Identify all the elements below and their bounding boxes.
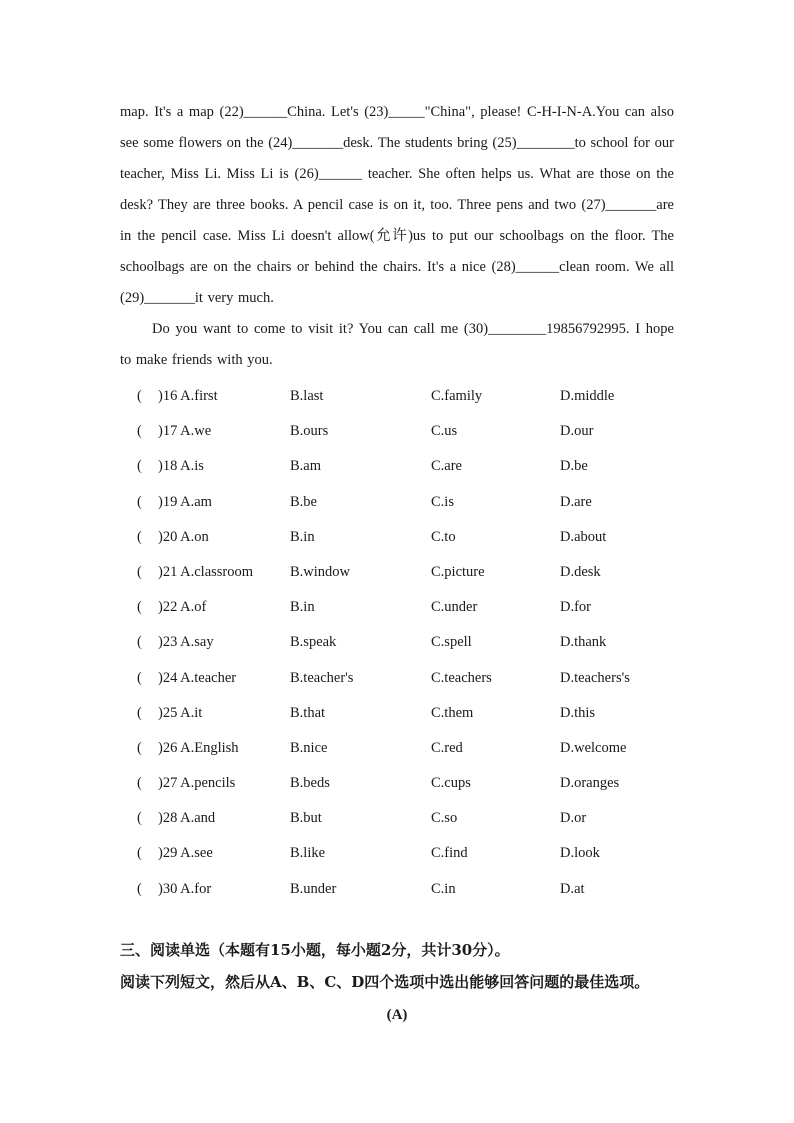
option-a: )22 A.of (158, 599, 207, 616)
section-instruction: 阅读下列短文，然后从A、B、C、D四个选项中选出能够回答问题的最佳选项。 (120, 973, 650, 991)
option-d: D.oranges (560, 775, 620, 792)
answer-bracket: ( (137, 458, 142, 475)
option-b: B.window (290, 563, 351, 580)
option-b: B.that (290, 704, 326, 721)
option-a: )29 A.see (158, 845, 213, 862)
option-a: )17 A.we (158, 423, 212, 440)
question-row (137, 625, 697, 660)
option-b: B.teacher's (290, 669, 354, 686)
question-row (137, 590, 697, 625)
option-d: D.at (560, 880, 585, 897)
option-b: B.but (290, 810, 322, 827)
option-d: D.desk (560, 563, 601, 580)
option-d: D.thank (560, 634, 607, 651)
option-a: )27 A.pencils (158, 775, 236, 792)
option-c: C.family (431, 388, 483, 404)
answer-bracket: ( (137, 528, 142, 545)
answer-bracket: ( (137, 634, 142, 651)
question-row (137, 520, 697, 555)
question-row (137, 731, 697, 766)
option-a: )23 A.say (158, 634, 214, 651)
option-d: D.teachers's (560, 669, 630, 686)
option-d: D.be (560, 458, 588, 475)
option-a: )20 A.on (158, 528, 209, 545)
option-b: B.speak (290, 634, 337, 651)
option-a: )25 A.it (158, 704, 203, 721)
question-row (137, 766, 697, 801)
option-a: )21 A.classroom (158, 563, 254, 580)
section-title: 三、阅读单选（本题有15小题，每小题2分，共计30分）。 (120, 941, 510, 959)
answer-bracket: ( (137, 388, 142, 404)
answer-bracket: ( (137, 845, 142, 862)
question-row (137, 555, 697, 590)
option-b: B.beds (290, 775, 330, 792)
question-row (137, 696, 697, 731)
option-a: )16 A.first (158, 388, 218, 404)
option-b: B.last (290, 388, 324, 404)
question-row (137, 414, 697, 449)
answer-bracket: ( (137, 423, 142, 440)
option-b: B.in (290, 599, 315, 616)
option-c: C.so (431, 810, 458, 827)
option-b: B.under (290, 880, 337, 897)
option-a: )28 A.and (158, 810, 216, 827)
answer-bracket: ( (137, 669, 142, 686)
option-d: D.or (560, 810, 587, 827)
option-a: )24 A.teacher (158, 669, 237, 686)
answer-bracket: ( (137, 810, 142, 827)
option-b: B.ours (290, 423, 329, 440)
option-d: D.about (560, 528, 607, 545)
option-a: )19 A.am (158, 493, 212, 510)
option-a: )30 A.for (158, 880, 212, 897)
question-row (137, 801, 697, 836)
question-row (137, 872, 697, 907)
answer-bracket: ( (137, 880, 142, 897)
option-b: B.like (290, 845, 326, 862)
option-c: C.in (431, 880, 456, 897)
cloze-passage (120, 97, 674, 376)
option-d: D.look (560, 845, 600, 862)
answer-bracket: ( (137, 704, 142, 721)
option-c: C.red (431, 739, 463, 756)
answer-bracket: ( (137, 493, 142, 510)
option-d: D.our (560, 423, 594, 440)
option-c: C.to (431, 528, 456, 545)
passage-paragraph-1: map. It's a map (22)______China. Let's (23)_____"China", please! C-H-I-N-A.You can also see some flowers on the (24)_______desk. The students bring (25)________to school for our teacher, Miss Li. Miss Li is (26)______ teacher. She often helps us. What are those on the desk? They are three books. A pencil case is on it, too. Three pens and two (27)_______are in the pencil case. Miss Li doesn't allow(允许)us to put our schoolbags on the floor. The schoolbags are on the chairs or behind the chairs. It's a nice (28)______clean room. We all (29)_______it very much. (120, 104, 674, 306)
option-b: B.am (290, 458, 322, 475)
question-row (137, 379, 697, 414)
question-options-list (137, 379, 697, 907)
option-d: D.this (560, 704, 596, 721)
question-row (137, 449, 697, 484)
answer-bracket: ( (137, 599, 142, 616)
question-row (137, 661, 697, 696)
option-c: C.teachers (431, 669, 492, 686)
option-d: D.welcome (560, 739, 627, 756)
option-c: C.under (431, 599, 478, 616)
option-b: B.nice (290, 739, 328, 756)
option-a: )26 A.English (158, 739, 239, 756)
option-b: B.in (290, 528, 315, 545)
option-c: C.spell (431, 634, 472, 651)
option-a: )18 A.is (158, 458, 204, 475)
option-c: C.picture (431, 563, 485, 580)
option-c: C.us (431, 423, 458, 440)
option-c: C.find (431, 845, 468, 862)
answer-bracket: ( (137, 563, 142, 580)
option-c: C.them (431, 704, 474, 721)
option-c: C.is (431, 493, 454, 510)
option-c: C.are (431, 458, 462, 475)
question-row (137, 485, 697, 520)
passage-subheading: (A) (386, 1007, 408, 1023)
option-d: D.middle (560, 388, 615, 404)
option-b: B.be (290, 493, 317, 510)
passage-paragraph-2: Do you want to come to visit it? You can call me (30)________19856792995. I hope to make friends with you. (120, 321, 674, 368)
option-d: D.are (560, 493, 592, 510)
question-row (137, 836, 697, 871)
answer-bracket: ( (137, 739, 142, 756)
answer-bracket: ( (137, 775, 142, 792)
option-d: D.for (560, 599, 592, 616)
option-c: C.cups (431, 775, 471, 792)
